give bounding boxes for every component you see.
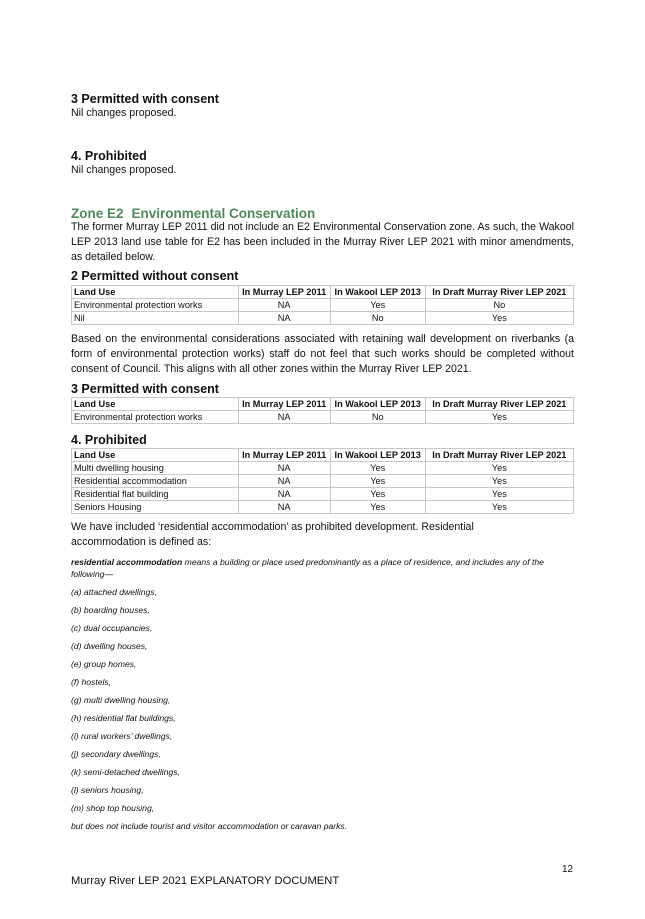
table-row	[72, 411, 574, 424]
table-row	[72, 475, 574, 488]
table-cell: Yes	[425, 411, 573, 424]
table-cell: Yes	[330, 501, 425, 514]
table-cell: No	[330, 411, 425, 424]
header-cell: Land Use	[72, 449, 239, 462]
table-cell: Yes	[425, 488, 573, 501]
table-cell: NA	[238, 462, 330, 475]
table-cell: Environmental protection works	[72, 299, 239, 312]
table-cell: Environmental protection works	[72, 411, 239, 424]
table-header-row	[72, 449, 574, 462]
header-cell: Land Use	[72, 286, 239, 299]
zone-name: Environmental Conservation	[131, 206, 316, 221]
list-item: (i) rural workers’ dwellings,	[71, 731, 173, 741]
table-cell: NA	[238, 299, 330, 312]
header-cell: In Wakool LEP 2013	[330, 398, 425, 411]
table-header-row	[72, 398, 574, 411]
table-cell: NA	[238, 312, 330, 325]
header-cell: In Murray LEP 2011	[238, 286, 330, 299]
table-cell: NA	[238, 488, 330, 501]
table-cell: Nil	[72, 312, 239, 325]
definition-text: means a building or place used predominantly as a place of residence, and includes any of the following—	[71, 557, 544, 579]
prohibited-table	[71, 448, 574, 514]
header-cell: Land Use	[72, 398, 239, 411]
list-item: (k) semi-detached dwellings,	[71, 767, 180, 777]
header-cell: In Murray LEP 2011	[238, 398, 330, 411]
table-cell: Yes	[425, 462, 573, 475]
zone-heading	[71, 206, 315, 221]
definition-tail: but does not include tourist and visitor accommodation or caravan parks.	[71, 821, 348, 831]
table-cell: NA	[238, 475, 330, 488]
table-row	[72, 299, 574, 312]
permitted-without-consent-table	[71, 285, 574, 325]
table-cell: Residential accommodation	[72, 475, 239, 488]
table-heading: 4. Prohibited	[71, 433, 147, 447]
table-cell: Multi dwelling housing	[72, 462, 239, 475]
table-cell: No	[425, 299, 573, 312]
table-cell: Residential flat building	[72, 488, 239, 501]
paragraph: Based on the environmental considerations associated with retaining wall development on riverbanks (a form of environmental protection works) staff do not feel that such works should be completed without consent of Council. This aligns with all other zones within the Murray River LEP 2021.	[71, 333, 574, 375]
list-item: (m) shop top housing,	[71, 803, 155, 813]
page-number: 12	[562, 864, 574, 875]
definition-list	[71, 586, 347, 838]
table-heading: 3 Permitted with consent	[71, 382, 219, 396]
list-item: (g) multi dwelling housing,	[71, 695, 171, 705]
table-cell: NA	[238, 501, 330, 514]
section-text: Nil changes proposed.	[71, 164, 177, 176]
definition	[71, 556, 574, 580]
zone-intro: The former Murray LEP 2011 did not include an E2 Environmental Conservation zone. As such, the Wakool LEP 2013 land use table for E2 has been included in the Murray River LEP 2021 with minor amendments, as detailed below.	[71, 221, 574, 263]
table-cell: Yes	[425, 501, 573, 514]
list-item: (b) boarding houses,	[71, 605, 150, 615]
header-cell: In Draft Murray River LEP 2021	[425, 286, 573, 299]
table-cell: Yes	[330, 299, 425, 312]
table-row	[72, 501, 574, 514]
section-text: Nil changes proposed.	[71, 107, 177, 119]
table-header-row	[72, 286, 574, 299]
table-cell: Yes	[330, 488, 425, 501]
list-item: (c) dual occupancies,	[71, 623, 153, 633]
section-heading: 3 Permitted with consent	[71, 92, 219, 106]
table-cell: NA	[238, 411, 330, 424]
list-item: (h) residential flat buildings,	[71, 713, 176, 723]
table-row	[72, 312, 574, 325]
table-cell: Yes	[425, 312, 573, 325]
header-cell: In Draft Murray River LEP 2021	[425, 398, 573, 411]
table-row	[72, 462, 574, 475]
table-heading: 2 Permitted without consent	[71, 269, 239, 283]
header-cell: In Draft Murray River LEP 2021	[425, 449, 573, 462]
list-item: (f) hostels,	[71, 677, 112, 687]
permitted-with-consent-table	[71, 397, 574, 424]
section-heading: 4. Prohibited	[71, 149, 147, 163]
header-cell: In Wakool LEP 2013	[330, 449, 425, 462]
list-item: (e) group homes,	[71, 659, 137, 669]
list-item: (a) attached dwellings,	[71, 587, 157, 597]
table-cell: No	[330, 312, 425, 325]
zone-code: Zone E2	[71, 206, 124, 221]
table-cell: Yes	[425, 475, 573, 488]
table-cell: Seniors Housing	[72, 501, 239, 514]
paragraph: We have included ‘residential accommodation’ as prohibited development. Residential accommodation is defined as:	[71, 521, 474, 548]
header-cell: In Murray LEP 2011	[238, 449, 330, 462]
list-item: (l) seniors housing,	[71, 785, 144, 795]
definition-term: residential accommodation	[71, 557, 183, 567]
table-cell: Yes	[330, 462, 425, 475]
table-cell: Yes	[330, 475, 425, 488]
table-row	[72, 488, 574, 501]
list-item: (j) secondary dwellings,	[71, 749, 161, 759]
page-footer: Murray River LEP 2021 EXPLANATORY DOCUMENT	[71, 875, 340, 887]
list-item: (d) dwelling houses,	[71, 641, 148, 651]
header-cell: In Wakool LEP 2013	[330, 286, 425, 299]
